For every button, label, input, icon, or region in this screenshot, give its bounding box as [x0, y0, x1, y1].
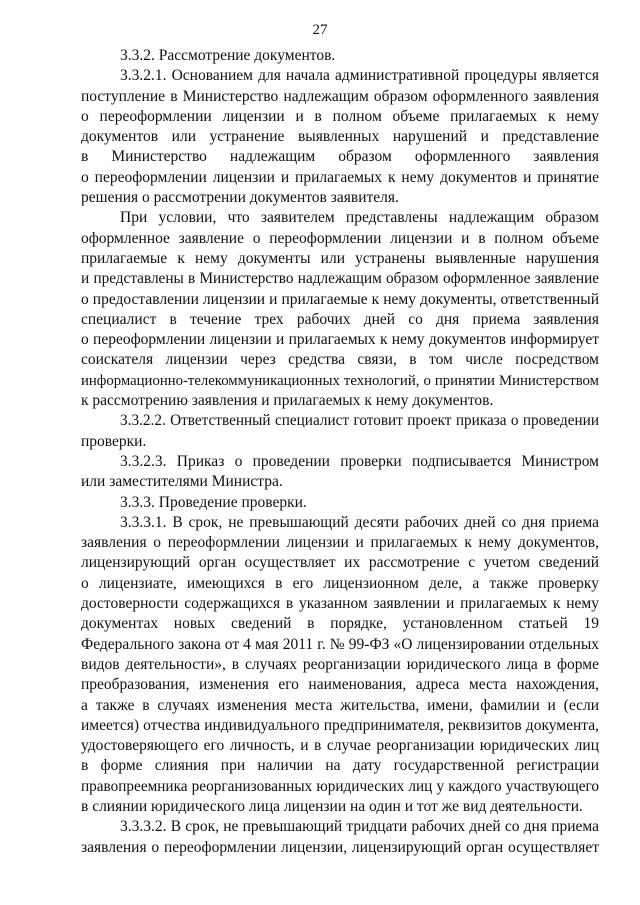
section-heading-3-3-2: 3.3.2. Рассмотрение документов.: [120, 47, 336, 64]
text-line: преобразования, изменения его наименования, адреса места нахождения,: [81, 676, 599, 694]
text-line: 3.3.3.2. В срок, не превышающий тридцати рабочих дней со дня приема: [120, 818, 599, 836]
text-line: к рассмотрению заявления и прилагаемых к нему документов.: [81, 392, 494, 410]
text-line: о предоставлении лицензии и прилагаемые к нему документы, ответственный: [81, 290, 599, 308]
text-line: о переоформлении лицензии и прилагаемых к нему документов и принятие: [81, 168, 599, 186]
text-line: информационно-телекоммуникационных технологий, о принятии Министерством: [81, 372, 599, 389]
text-line: Федерального закона от 4 мая 2011 г. № 99-ФЗ «О лицензировании отдельных: [81, 635, 599, 653]
text-line: проверки.: [81, 432, 147, 450]
text-line: документах новых сведений в порядке, установленном статьей 19: [81, 615, 599, 633]
page-number: 27: [312, 22, 328, 38]
text-line: удостоверяющего его личность, и в случае реорганизации юридических лиц: [81, 737, 599, 755]
text-line: в Министерство надлежащим образом оформленного заявления: [81, 148, 599, 166]
text-line: а также в случаях изменения места жительства, имени, фамилии и (если: [81, 696, 599, 714]
text-line: лицензирующий орган осуществляет их рассмотрение с учетом сведений: [81, 554, 599, 572]
text-line: заявления о переоформлении лицензии и прилагаемых к нему документов,: [81, 534, 599, 552]
text-line: При условии, что заявителем представлены надлежащим образом: [120, 209, 599, 227]
text-line: поступление в Министерство надлежащим образом оформленного заявления: [81, 87, 599, 105]
text-line: имеется) отчества индивидуального предпринимателя, реквизитов документа,: [81, 716, 599, 734]
text-line: или заместителями Министра.: [81, 473, 283, 491]
text-line: достоверности содержащихся в указанном заявлении и прилагаемых к нему: [81, 595, 599, 613]
text-line: 3.3.3.1. В срок, не превышающий десяти рабочих дней со дня приема: [120, 513, 599, 531]
text-line: о переоформлении лицензии и в полном объеме прилагаемых к нему: [81, 107, 599, 125]
text-line: в форме слияния при наличии на дату государственной регистрации: [81, 757, 599, 775]
text-line: заявления о переоформлении лицензии, лицензирующий орган осуществляет: [81, 838, 599, 856]
text-line: документов или устранение выявленных нарушений и представление: [81, 128, 599, 146]
text-line: о переоформлении лицензии и прилагаемых к нему документов информирует: [81, 331, 599, 349]
text-line: и представлены в Министерство надлежащим образом оформленное заявление: [81, 270, 599, 288]
text-line: видов деятельности», в случаях реорганизации юридического лица в форме: [81, 655, 599, 673]
text-line: решения о рассмотрении документов заявителя.: [81, 189, 399, 207]
text-line: специалист в течение трех рабочих дней со дня приема заявления: [81, 310, 599, 328]
text-line: соискателя лицензии через средства связи, в том числе посредством: [81, 351, 599, 369]
section-heading-3-3-3: 3.3.3. Проведение проверки.: [120, 493, 307, 511]
text-line: оформленное заявление о переоформлении лицензии и в полном объеме: [81, 229, 599, 247]
text-line: 3.3.2.3. Приказ о проведении проверки подписывается Министром: [120, 452, 599, 470]
text-line: 3.3.2.2. Ответственный специалист готовит проект приказа о проведении: [120, 412, 599, 430]
text-line: 3.3.2.1. Основанием для начала административной процедуры является: [120, 67, 599, 85]
text-line: прилагаемые к нему документы или устранены выявленные нарушения: [81, 249, 599, 267]
text-line: правопреемника реорганизованных юридических лиц у каждого участвующего: [81, 777, 599, 795]
text-line: о лицензиате, имеющихся в его лицензионном деле, а также проверку: [81, 574, 599, 592]
text-line: в слиянии юридического лица лицензии на один и тот же вид деятельности.: [81, 797, 583, 815]
document-body: [81, 46, 599, 858]
